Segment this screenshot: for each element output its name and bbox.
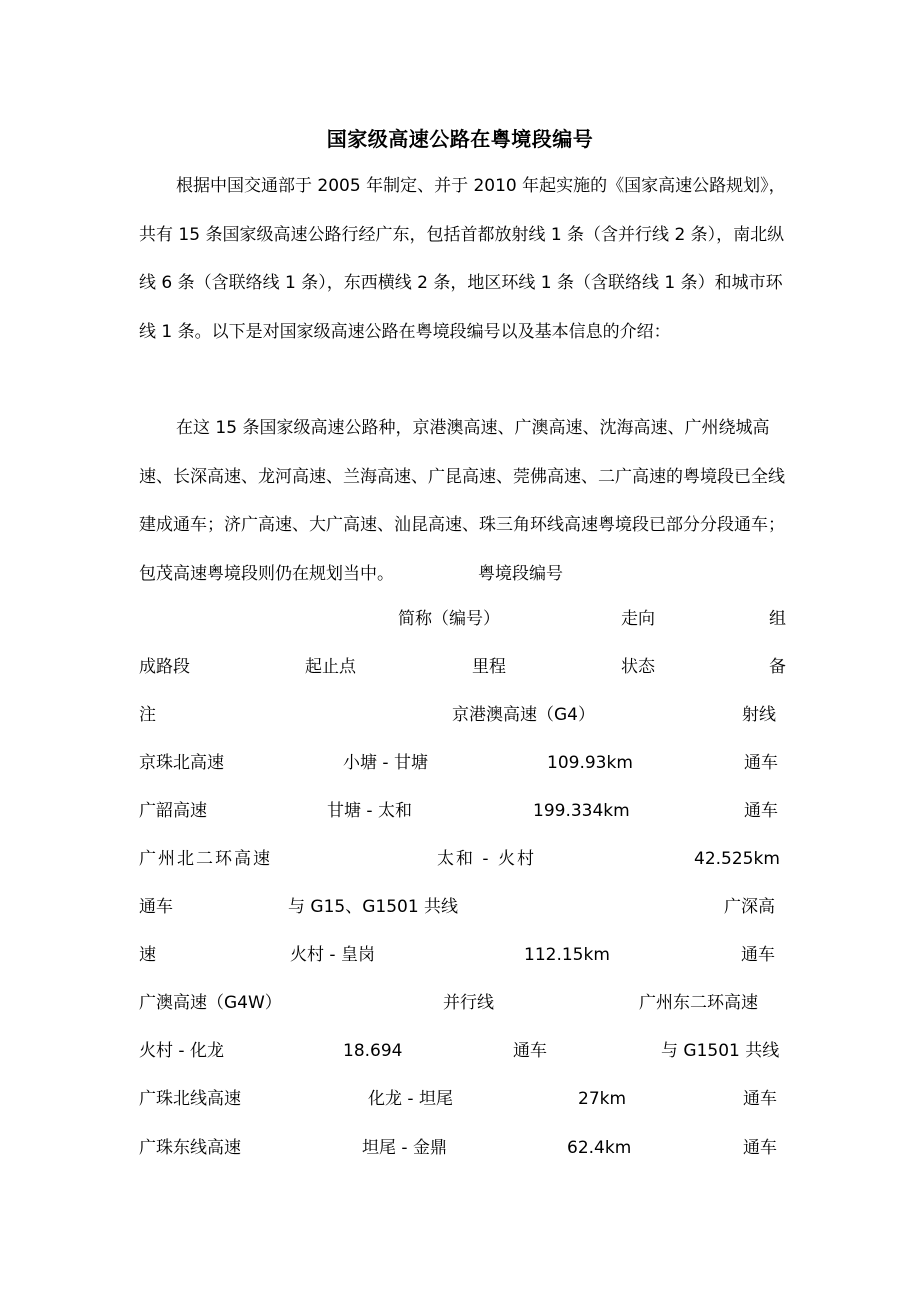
table-cell: 火村 - 皇岗	[290, 945, 375, 965]
table-line	[139, 748, 789, 778]
table-cell: 109.93km	[547, 753, 633, 773]
table-cell: 通车	[743, 1089, 777, 1109]
table-line	[139, 892, 789, 922]
table-cell: 199.334km	[533, 801, 630, 821]
table-cell: 广州东二环高速	[639, 993, 758, 1013]
table-line	[139, 604, 789, 634]
table-cell: 火村 - 化龙	[139, 1041, 224, 1061]
table-cell: 并行线	[443, 993, 494, 1013]
table-cell: 广珠北线高速	[139, 1089, 241, 1109]
table-cell: 广深高	[724, 897, 775, 917]
table-cell: 太和 - 火村	[437, 849, 536, 869]
table-cell: 通车	[139, 897, 173, 917]
table-label: 粤境段编号	[478, 563, 563, 584]
table-cell: 18.694	[343, 1041, 403, 1061]
table-line	[139, 844, 789, 874]
status-text: 在这 15 条国家级高速公路种，京港澳高速、广澳高速、沈海高速、广州绕城高速、长深高速、龙河高速、兰海高速、广昆高速、莞佛高速、二广高速的粤境段已全线建成通车；济广高速、大广高速、汕昆高速、珠三角环线高速粤境段已部分分段通车；包茂高速粤境段则仍在规划当中。	[139, 418, 785, 584]
table-line	[139, 796, 789, 826]
table-cell: 备	[769, 657, 786, 677]
table-cell: 112.15km	[524, 945, 610, 965]
table-line	[139, 940, 789, 970]
table-cell: 走向	[621, 609, 655, 629]
table-cell: 广韶高速	[139, 801, 207, 821]
table-cell: 通车	[743, 1138, 777, 1158]
table-line	[139, 1084, 789, 1114]
intro-paragraph	[139, 162, 789, 356]
table-cell: 状态	[621, 657, 655, 677]
table-cell: 小塘 - 甘塘	[343, 753, 428, 773]
table-line	[139, 988, 789, 1018]
table-cell: 组	[769, 609, 786, 629]
table-line	[139, 1133, 789, 1163]
table-line	[139, 700, 789, 730]
table-cell: 广州北二环高速	[139, 849, 272, 869]
table-cell: 广澳高速（G4W）	[139, 993, 282, 1013]
table-cell: 通车	[744, 801, 778, 821]
table-cell: 注	[139, 705, 156, 725]
table-cell: 通车	[513, 1041, 547, 1061]
table-cell: 与 G15、G1501 共线	[288, 897, 459, 917]
table-cell: 广珠东线高速	[139, 1138, 241, 1158]
table-cell: 通车	[741, 945, 775, 965]
table-cell: 甘塘 - 太和	[327, 801, 412, 821]
table-cell: 射线	[742, 705, 776, 725]
table-cell: 里程	[472, 657, 506, 677]
document-title: 国家级高速公路在粤境段编号	[326, 127, 594, 151]
table-cell: 坦尾 - 金鼎	[362, 1138, 447, 1158]
table-cell: 成路段	[139, 657, 190, 677]
table-cell: 简称（编号）	[398, 609, 500, 629]
table-cell: 京港澳高速（G4）	[452, 705, 595, 725]
table-cell: 京珠北高速	[139, 753, 224, 773]
table-line	[139, 652, 789, 682]
table-cell: 42.525km	[694, 849, 780, 869]
table-cell: 起止点	[305, 657, 356, 677]
table-cell: 62.4km	[567, 1138, 632, 1158]
status-paragraph	[139, 404, 789, 598]
table-cell: 27km	[578, 1089, 627, 1109]
table-cell: 通车	[744, 753, 778, 773]
table-cell: 化龙 - 坦尾	[368, 1089, 453, 1109]
table-cell: 与 G1501 共线	[661, 1041, 780, 1061]
table-line	[139, 1036, 789, 1066]
table-cell: 速	[139, 945, 156, 965]
intro-text: 根据中国交通部于 2005 年制定、并于 2010 年起实施的《国家高速公路规划》，共有 15 条国家级高速公路行经广东，包括首都放射线 1 条（含并行线 2 条），南北纵线 6 条（含联络线 1 条），东西横线 2 条，地区环线 1 条（含联络线 1 条）和城市环线 1 条。以下是对国家级高速公路在粤境段编号以及基本信息的介绍：	[139, 176, 786, 342]
